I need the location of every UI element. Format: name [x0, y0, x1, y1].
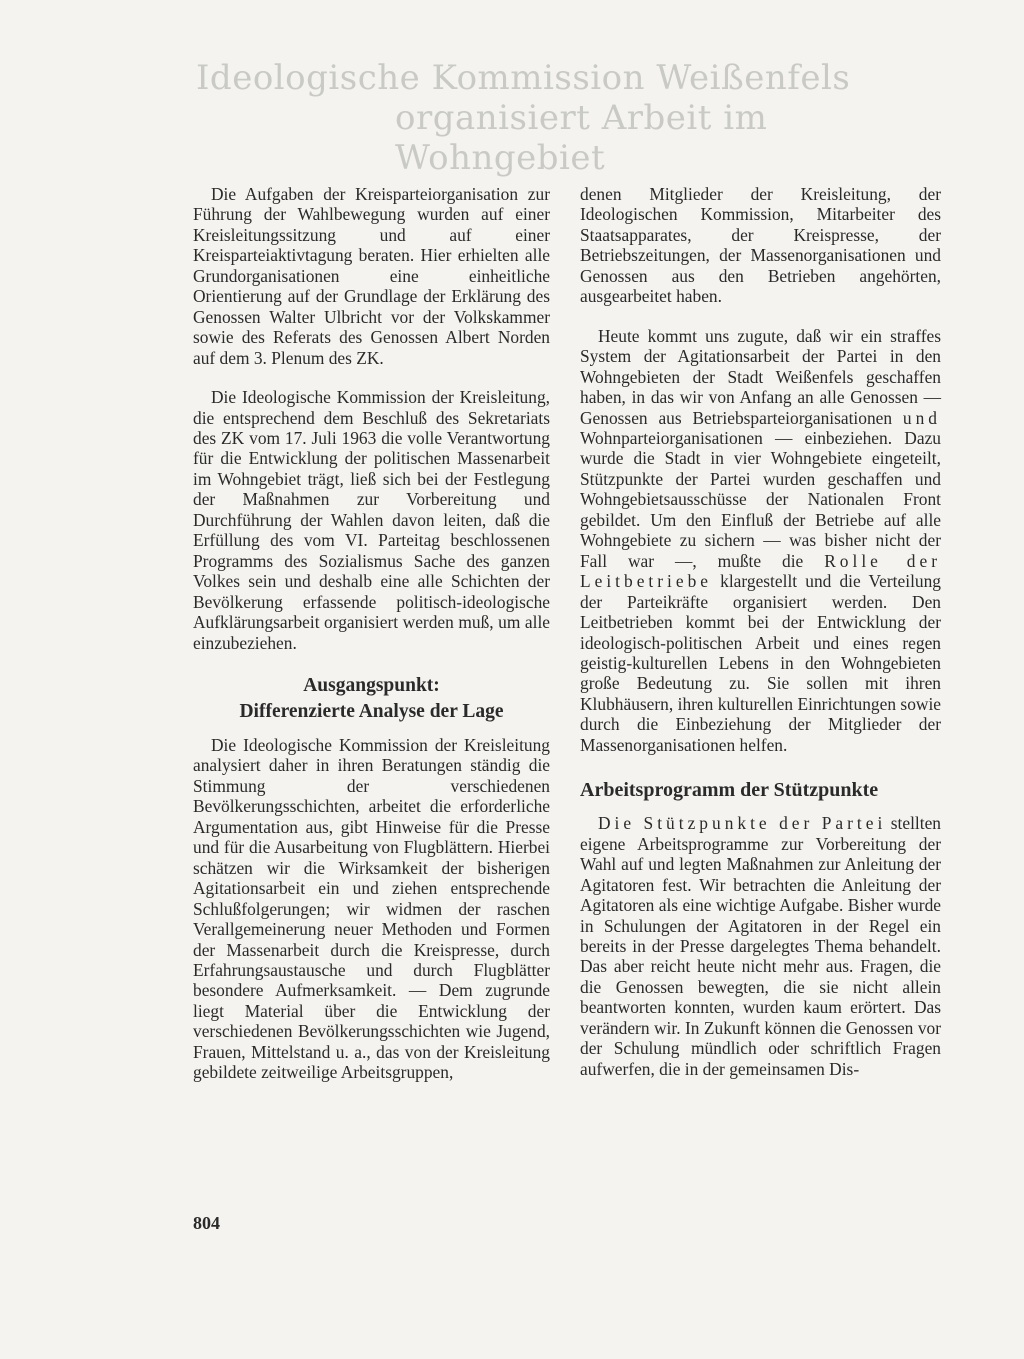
section-heading — [193, 673, 550, 725]
paragraph — [580, 813, 941, 1079]
headline-line-1: Ideologische Kommission Weißenfels — [196, 58, 851, 98]
text-run: klargestellt und die Verteilung der Parteikräfte organisiert werden. Den Leitbetrieben kommt bei der Entwicklung der ideologisch-politischen Arbeit und eines regen geistig-kulturellen Lebens in den Wohngebieten große Bedeutung zu. Sie sollen mit ihren Klubhäusern, ihren kulturellen Einrichtungen sowie durch die Einbeziehung der Mitglieder der Massenorganisationen helfen. — [580, 571, 941, 755]
paragraph: Die Ideologische Kommission der Kreisleitung analysiert daher in ihren Beratungen ständig die Stimmung der verschiedenen Bevölkerungsschichten, arbeitet die erforderliche Argumentation aus, gibt Hinweise für die Presse und für die Ausarbeitung von Flugblättern. Hierbei schätzen wir die Wirksamkeit der bisherigen Agitationsarbeit ein und ziehen entsprechende Schlußfolgerungen; wir widmen der raschen Verallgemeinerung neuer Methoden und Formen der Massenarbeit durch die Kreispresse, durch Erfahrungsaustausche und durch Flugblätter besondere Aufmerksamkeit. — Dem zugrunde liegt Material über die Entwicklung der verschiedenen Bevölkerungsschichten wie Jugend, Frauen, Mittelstand u. a., das von der Kreisleitung gebildete zeitweilige Arbeitsgruppen, — [193, 734, 550, 1083]
paragraph: Die Aufgaben der Kreisparteiorganisation zur Führung der Wahlbewegung wurden auf einer Kreisleitungssitzung und auf einer Kreisparteiaktivtagung beraten. Hier erhielten alle Grundorganisationen eine einheitliche Orientierung auf der Grundlage der Erklärung des Genossen Walter Ulbricht vor der Volkskammer sowie des Referats des Genossen Albert Norden auf dem 3. Plenum des ZK. — [193, 184, 550, 368]
text-run-spaced: Rolle der Leitbetriebe — [580, 550, 941, 592]
section-heading: Arbeitsprogramm der Stützpunkte — [580, 779, 879, 802]
article-headline — [190, 58, 960, 178]
paragraph — [580, 326, 941, 756]
text-run-spaced: Die Stützpunkte der Partei — [598, 813, 887, 834]
left-column — [193, 184, 550, 1083]
text-run-spaced: und — [902, 407, 941, 428]
text-run: stellten eigene Arbeitsprogramme zur Vorbereitung der Wahl auf und legten Maßnahmen zur Anleitung der Agitatoren fest. Wir betrachten die Anleitung der Agitatoren als eine wichtige Aufgabe. Bisher wurde in Schulungen der Agitatoren in der Regel ein bereits in der Presse dargelegtes Thema behandelt. Das aber reicht heute nicht mehr aus. Fragen, die die Genossen bewegten, die sie nicht allein beantworten konnten, wurden kaum erörtert. Das verändern wir. In Zukunft können die Genossen vor der Schulung mündlich oder schriftlich Fragen aufwerfen, die in der gemeinsamen Dis- — [580, 813, 941, 1079]
section-heading-line-2: Differenzierte Analyse der Lage — [239, 700, 504, 722]
page-number: 804 — [193, 1213, 220, 1233]
headline-line-2: organisiert Arbeit im Wohngebiet — [395, 98, 768, 178]
paragraph: denen Mitglieder der Kreisleitung, der Ideologischen Kommission, Mitarbeiter des Staatsapparates, der Kreispresse, der Betriebszeitungen, der Massenorganisationen und Genossen aus den Betrieben angehörten, ausgearbeitet haben. — [580, 184, 941, 307]
section-heading-line-1: Ausgangspunkt: — [303, 674, 440, 696]
text-run: Heute kommt uns zugute, daß wir ein straffes System der Agitationsarbeit der Partei in den Wohngebieten der Stadt Weißenfels geschaffen haben, in das wir von Anfang an alle Genossen — Genossen aus Betriebsparteiorganisationen — [580, 325, 941, 428]
right-column — [580, 184, 941, 1079]
paragraph: Die Ideologische Kommission der Kreisleitung, die entsprechend dem Beschluß des Sekretariats des ZK vom 17. Juli 1963 die volle Verantwortung für die Entwicklung der politischen Massenarbeit im Wohngebiet trägt, ließ sich bei der Festlegung der Maßnahmen zur Vorbereitung und Durchführung der Wahlen davon leiten, daß die Erfüllung des vom VI. Parteitag beschlossenen Programms des Sozialismus Sache des ganzen Volkes sein und deshalb eine alle Schichten der Bevölkerung erfassende politisch-ideologische Aufklärungsarbeit organisiert werden muß, um alle einzubeziehen. — [193, 387, 550, 653]
text-run: Wohnparteiorganisationen — einbeziehen. Dazu wurde die Stadt in vier Wohngebiete eingeteilt, Stützpunkte der Partei wurden geschaffen und Wohngebietsausschüsse der Nationalen Front gebildet. Um den Einfluß der Betriebe auf alle Wohngebiete zu sichern — was bisher nicht der Fall war —, mußte die — [580, 427, 941, 571]
